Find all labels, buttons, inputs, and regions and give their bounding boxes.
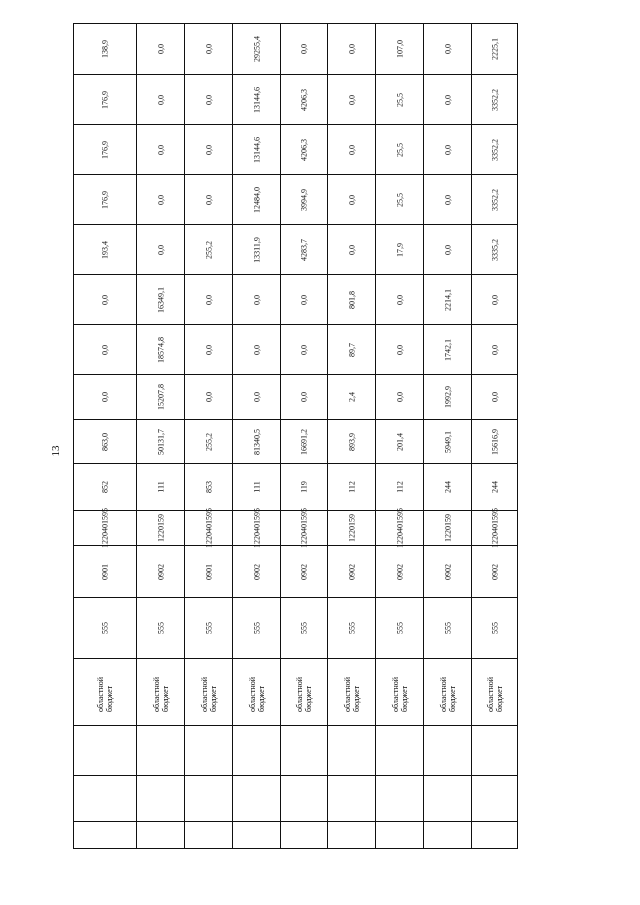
- budget-cell: [137, 659, 185, 726]
- code-value: 555: [395, 622, 404, 634]
- budget-cell: [376, 659, 424, 726]
- blank-cell: [185, 726, 233, 849]
- amount-value: 2225,1: [490, 38, 499, 60]
- amount-value: 0,0: [100, 294, 110, 305]
- amount-cell: [376, 275, 424, 325]
- target-value: 1220159: [347, 514, 356, 542]
- amount-value: 0,0: [252, 392, 261, 402]
- amount-value: 0,0: [156, 194, 165, 205]
- amount-cell: [376, 125, 424, 175]
- table-field-row: [74, 420, 518, 464]
- section-value: 0902: [252, 563, 261, 580]
- target-value: 1220159: [156, 514, 165, 542]
- amount-cell: [281, 420, 328, 464]
- budget-cell: [281, 659, 328, 726]
- amount-cell: [281, 125, 328, 175]
- section-cell: [137, 546, 185, 598]
- code-cell: [185, 598, 233, 659]
- amount-value: 255,2: [204, 240, 213, 259]
- amount-cell: [376, 175, 424, 225]
- blank-cell: [376, 726, 424, 849]
- amount-value: 0,0: [347, 44, 356, 54]
- amount-cell: [185, 24, 233, 75]
- budget-value: областной бюджет: [151, 676, 170, 712]
- amount-cell: [233, 175, 281, 225]
- target-value: 1220401595: [299, 508, 309, 548]
- amount-value: 2214,1: [443, 288, 452, 311]
- amount-cell: [376, 375, 424, 420]
- section-cell: [74, 546, 137, 598]
- budget-value: областной бюджет: [390, 676, 409, 712]
- amount-cell: [328, 75, 376, 125]
- amount-value: 0,0: [299, 294, 309, 305]
- table-field-row: [74, 24, 518, 75]
- budget-cell: [472, 659, 518, 726]
- section-cell: [328, 546, 376, 598]
- amount-value: 3352,2: [490, 188, 499, 211]
- amount-value: 176,9: [100, 140, 110, 159]
- amount-value: 4206,3: [299, 138, 309, 161]
- amount-cell: [376, 225, 424, 275]
- amount-cell: [74, 420, 137, 464]
- amount-cell: [328, 375, 376, 420]
- amount-value: 0,0: [299, 392, 309, 402]
- amount-value: 18574,8: [156, 336, 165, 363]
- amount-cell: [424, 24, 472, 75]
- amount-cell: [137, 24, 185, 75]
- amount-cell: [472, 225, 518, 275]
- amount-cell: [233, 325, 281, 375]
- budget-cell: [74, 659, 137, 726]
- budget-cell: [328, 659, 376, 726]
- amount-value: 15616,9: [490, 428, 499, 455]
- amount-value: 0,0: [490, 392, 499, 402]
- type-cell: [233, 464, 281, 511]
- type-value: 111: [156, 481, 165, 493]
- amount-cell: [185, 225, 233, 275]
- amount-value: 0,0: [443, 244, 452, 255]
- amount-cell: [424, 325, 472, 375]
- amount-value: 201,4: [395, 432, 404, 451]
- code-value: 555: [100, 622, 110, 634]
- amount-cell: [185, 125, 233, 175]
- amount-value: 0,0: [204, 344, 213, 355]
- amount-value: 863,0: [100, 432, 110, 451]
- code-value: 555: [347, 622, 356, 634]
- amount-cell: [472, 375, 518, 420]
- amount-value: 0,0: [347, 194, 356, 205]
- type-cell: [185, 464, 233, 511]
- target-value: 1220401595: [490, 508, 499, 548]
- amount-cell: [328, 125, 376, 175]
- amount-value: 81340,5: [252, 428, 261, 455]
- table-field-row: [74, 125, 518, 175]
- amount-value: 0,0: [204, 94, 213, 105]
- amount-value: 0,0: [204, 392, 213, 402]
- amount-value: 0,0: [299, 344, 309, 355]
- amount-cell: [281, 275, 328, 325]
- target-value: 1220159: [443, 514, 452, 542]
- target-cell: [233, 508, 281, 548]
- amount-value: 0,0: [156, 94, 165, 105]
- budget-value: областной бюджет: [342, 676, 361, 712]
- amount-value: 176,9: [100, 190, 110, 209]
- amount-cell: [281, 24, 328, 75]
- budget-value: областной бюджет: [247, 676, 266, 712]
- target-cell: [281, 508, 328, 548]
- code-cell: [424, 598, 472, 659]
- amount-value: 16691,2: [299, 428, 309, 455]
- amount-value: 16349,1: [156, 286, 165, 313]
- table-field-row: [74, 275, 518, 325]
- amount-cell: [424, 375, 472, 420]
- type-cell: [328, 464, 376, 511]
- budget-cell: [233, 659, 281, 726]
- amount-cell: [472, 175, 518, 225]
- amount-cell: [233, 75, 281, 125]
- amount-value: 107,0: [395, 40, 404, 58]
- amount-value: 4283,7: [299, 238, 309, 261]
- amount-value: 15207,8: [156, 384, 165, 410]
- amount-value: 1992,9: [443, 386, 452, 408]
- budget-cell: [185, 659, 233, 726]
- amount-cell: [185, 420, 233, 464]
- type-cell: [376, 464, 424, 511]
- amount-cell: [376, 24, 424, 75]
- amount-value: 0,0: [443, 94, 452, 105]
- amount-value: 3335,2: [490, 238, 499, 261]
- budget-value: областной бюджет: [96, 676, 114, 712]
- amount-cell: [281, 325, 328, 375]
- amount-value: 13144,6: [252, 136, 261, 163]
- budget-cell: [424, 659, 472, 726]
- amount-cell: [328, 175, 376, 225]
- amount-value: 0,0: [100, 344, 110, 355]
- amount-cell: [233, 125, 281, 175]
- amount-cell: [137, 125, 185, 175]
- section-value: 0902: [443, 563, 452, 580]
- code-cell: [233, 598, 281, 659]
- blank-cell: [233, 726, 281, 849]
- amount-cell: [472, 75, 518, 125]
- amount-value: 0,0: [204, 144, 213, 155]
- amount-cell: [74, 125, 137, 175]
- amount-cell: [328, 275, 376, 325]
- code-value: 555: [252, 622, 261, 634]
- amount-cell: [233, 225, 281, 275]
- amount-cell: [472, 24, 518, 75]
- amount-cell: [424, 225, 472, 275]
- type-value: 112: [347, 481, 356, 493]
- section-value: 0902: [299, 563, 309, 580]
- table-field-row: [74, 464, 518, 511]
- blank-cell: [74, 726, 137, 849]
- amount-value: 0,0: [204, 194, 213, 205]
- target-value: 1220401595: [204, 508, 213, 548]
- type-cell: [424, 464, 472, 511]
- amount-value: 0,0: [299, 44, 309, 54]
- amount-cell: [424, 75, 472, 125]
- amount-value: 13311,9: [252, 236, 261, 263]
- amount-value: 0,0: [395, 392, 404, 402]
- amount-value: 0,0: [443, 144, 452, 155]
- budget-table: [73, 23, 518, 849]
- target-value: 1220401595: [100, 508, 110, 548]
- amount-cell: [137, 325, 185, 375]
- amount-cell: [424, 275, 472, 325]
- amount-cell: [137, 275, 185, 325]
- amount-cell: [376, 75, 424, 125]
- table-field-row: [74, 511, 518, 546]
- code-value: 555: [299, 622, 309, 634]
- table-field-row: [74, 175, 518, 225]
- target-cell: [376, 508, 424, 548]
- amount-value: 13144,6: [252, 86, 261, 113]
- amount-cell: [74, 24, 137, 75]
- amount-cell: [74, 275, 137, 325]
- amount-value: 4206,3: [299, 88, 309, 111]
- page-number: 13: [50, 445, 62, 457]
- amount-value: 0,0: [156, 144, 165, 155]
- amount-cell: [328, 325, 376, 375]
- type-value: 852: [100, 481, 110, 493]
- amount-value: 255,2: [204, 432, 213, 451]
- amount-cell: [185, 275, 233, 325]
- amount-cell: [233, 375, 281, 420]
- amount-cell: [281, 175, 328, 225]
- table-field-row: [74, 75, 518, 125]
- type-cell: [472, 464, 518, 511]
- table-field-row: [74, 375, 518, 420]
- table-field-row: [74, 546, 518, 598]
- blank-cell: [281, 726, 328, 849]
- amount-cell: [472, 420, 518, 464]
- amount-cell: [137, 420, 185, 464]
- target-cell: [185, 508, 233, 548]
- amount-cell: [185, 175, 233, 225]
- target-value: 1220401595: [252, 508, 261, 548]
- amount-value: 29255,4: [252, 36, 261, 62]
- section-cell: [185, 546, 233, 598]
- code-cell: [472, 598, 518, 659]
- amount-cell: [233, 24, 281, 75]
- target-cell: [424, 511, 472, 546]
- amount-value: 0,0: [252, 294, 261, 305]
- amount-value: 0,0: [347, 144, 356, 155]
- section-cell: [376, 546, 424, 598]
- budget-value: областной бюджет: [199, 676, 218, 712]
- section-value: 0902: [156, 563, 165, 580]
- amount-cell: [185, 325, 233, 375]
- amount-value: 0,0: [252, 344, 261, 355]
- amount-value: 17,9: [395, 242, 404, 257]
- code-cell: [281, 598, 328, 659]
- amount-value: 0,0: [100, 392, 110, 402]
- amount-value: 801,8: [347, 290, 356, 309]
- code-cell: [328, 598, 376, 659]
- code-cell: [137, 598, 185, 659]
- table-field-row: [74, 325, 518, 375]
- section-cell: [281, 546, 328, 598]
- amount-cell: [328, 24, 376, 75]
- amount-cell: [472, 275, 518, 325]
- amount-cell: [281, 375, 328, 420]
- blank-cell: [328, 726, 376, 849]
- type-value: 244: [443, 481, 452, 493]
- amount-cell: [74, 225, 137, 275]
- amount-value: 3994,9: [299, 188, 309, 211]
- budget-value: областной бюджет: [485, 676, 504, 712]
- amount-cell: [472, 125, 518, 175]
- amount-cell: [185, 75, 233, 125]
- type-cell: [74, 464, 137, 511]
- amount-value: 176,9: [100, 90, 110, 109]
- amount-cell: [233, 275, 281, 325]
- amount-value: 0,0: [347, 94, 356, 105]
- amount-value: 2,4: [347, 392, 356, 402]
- blank-cell: [472, 726, 518, 849]
- amount-value: 1742,1: [443, 338, 452, 361]
- table-field-row: [74, 726, 518, 849]
- section-value: 0902: [490, 563, 499, 580]
- target-cell: [328, 511, 376, 546]
- code-value: 555: [156, 622, 165, 634]
- section-value: 0901: [100, 563, 110, 580]
- type-value: 119: [299, 481, 309, 493]
- amount-value: 0,0: [156, 44, 165, 54]
- amount-value: 5949,1: [443, 430, 452, 453]
- amount-cell: [281, 225, 328, 275]
- amount-cell: [376, 420, 424, 464]
- amount-value: 0,0: [490, 294, 499, 305]
- amount-cell: [233, 420, 281, 464]
- section-value: 0901: [204, 563, 213, 580]
- section-cell: [424, 546, 472, 598]
- target-value: 1220401595: [395, 508, 404, 548]
- type-value: 853: [204, 481, 213, 493]
- type-cell: [281, 464, 328, 511]
- amount-cell: [328, 225, 376, 275]
- amount-value: 0,0: [204, 294, 213, 305]
- amount-value: 25,5: [395, 92, 404, 107]
- type-value: 111: [252, 481, 261, 493]
- amount-cell: [328, 420, 376, 464]
- amount-value: 138,9: [100, 40, 110, 58]
- amount-value: 0,0: [395, 344, 404, 355]
- amount-cell: [74, 375, 137, 420]
- amount-cell: [376, 325, 424, 375]
- amount-cell: [472, 325, 518, 375]
- code-value: 555: [204, 622, 213, 634]
- blank-cell: [137, 726, 185, 849]
- type-value: 244: [490, 481, 499, 493]
- amount-value: 50131,7: [156, 428, 165, 455]
- amount-cell: [137, 75, 185, 125]
- target-cell: [74, 508, 137, 548]
- amount-value: 0,0: [443, 194, 452, 205]
- amount-cell: [424, 175, 472, 225]
- amount-cell: [74, 325, 137, 375]
- section-value: 0902: [395, 563, 404, 580]
- amount-value: 193,4: [100, 240, 110, 259]
- type-cell: [137, 464, 185, 511]
- amount-value: 3352,2: [490, 88, 499, 111]
- section-value: 0902: [347, 563, 356, 580]
- amount-value: 0,0: [443, 44, 452, 54]
- amount-value: 0,0: [347, 244, 356, 255]
- table-field-row: [74, 225, 518, 275]
- amount-cell: [137, 225, 185, 275]
- type-value: 112: [395, 481, 404, 493]
- target-cell: [137, 511, 185, 546]
- code-cell: [376, 598, 424, 659]
- amount-value: 0,0: [156, 244, 165, 255]
- amount-cell: [281, 75, 328, 125]
- amount-cell: [137, 375, 185, 420]
- code-value: 555: [490, 622, 499, 634]
- budget-value: областной бюджет: [438, 676, 457, 712]
- amount-value: 893,9: [347, 432, 356, 451]
- amount-cell: [424, 420, 472, 464]
- amount-value: 25,5: [395, 142, 404, 157]
- blank-cell: [424, 726, 472, 849]
- amount-value: 0,0: [490, 344, 499, 355]
- amount-value: 0,0: [395, 294, 404, 305]
- budget-table-sheet: [73, 23, 518, 849]
- amount-value: 89,7: [347, 342, 356, 357]
- amount-value: 3352,2: [490, 138, 499, 161]
- table-field-row: [74, 659, 518, 726]
- amount-cell: [137, 175, 185, 225]
- section-cell: [472, 546, 518, 598]
- amount-cell: [74, 175, 137, 225]
- amount-value: 12484,0: [252, 186, 261, 213]
- section-cell: [233, 546, 281, 598]
- target-cell: [472, 508, 518, 548]
- budget-value: областной бюджет: [295, 676, 313, 712]
- amount-cell: [74, 75, 137, 125]
- amount-cell: [424, 125, 472, 175]
- code-value: 555: [443, 622, 452, 634]
- amount-cell: [185, 375, 233, 420]
- table-field-row: [74, 598, 518, 659]
- code-cell: [74, 598, 137, 659]
- amount-value: 25,5: [395, 192, 404, 207]
- amount-value: 0,0: [204, 44, 213, 54]
